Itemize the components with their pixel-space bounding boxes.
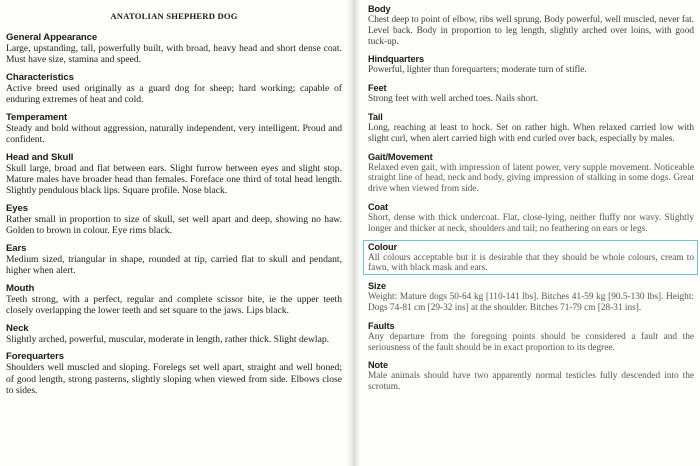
section-text: All colours acceptable but it is desirable that they should be whole colours, cream to fawn, with black mask and ears. (368, 252, 694, 274)
section-characteristics (6, 72, 342, 105)
section-text: Rather small in proportion to size of skull, set well apart and deep, showing no haw. Golden to brown in colour. Eye rims black. (6, 214, 342, 237)
section-text: Strong feet with well arched toes. Nails short. (368, 94, 539, 105)
section-text: Medium sized, triangular in shape, rounded at tip, carried flat to skull and pendant, higher when alert. (6, 253, 342, 277)
section-coat (368, 202, 694, 235)
section-heading: Gait/Movement (368, 151, 433, 162)
section-general-appearance (6, 32, 342, 65)
section-text: Large, upstanding, tall, powerfully built, with broad, heavy head and short dense coat. Must have size, stamina and speed. (6, 43, 342, 66)
section-text: Powerful, lighter than forequarters; moderate turn of stifle. (368, 65, 587, 76)
section-text: Steady and bold without aggression, naturally independent, very intelligent. Proud and confident. (6, 123, 342, 146)
section-size (368, 281, 694, 314)
section-text: Active breed used originally as a guard dog for sheep; hard working; capable of enduring extremes of heat and cold. (6, 83, 342, 106)
section-text: Slightly arched, powerful, muscular, moderate in length, rather thick. Slight dewlap. (6, 333, 330, 345)
section-text: Long, reaching at least to hock. Set on rather high. When relaxed carried low with slight curl, when alert carried high with end curled over back, especially by males. (368, 122, 694, 144)
section-forequarters (6, 351, 342, 396)
section-text: Male animals should have two apparently normal testicles fully descended into the scrotum. (368, 371, 694, 393)
section-text: Any departure from the foregoing points should be considered a fault and the seriousness of the fault should be in exact proportion to its degree. (368, 331, 694, 353)
section-body (368, 4, 694, 47)
section-text: Weight: Mature dogs 50-64 kg [110-141 lbs]. Bitches 41-59 kg [90.5-130 lbs]. Height: Dogs 74-81 cm [29-32 ins] at the shoulder. Bitches 71-79 cm [28-31 ins]. (368, 292, 694, 313)
section-eyes (6, 203, 342, 236)
section-gait-movement (368, 152, 694, 195)
section-text: Teeth strong, with a perfect, regular and complete scissor bite, ie the upper teeth closely overlapping the lower teeth and set square to the jaws. Lips black. (6, 293, 342, 317)
section-text: Shoulders well muscled and sloping. Forelegs set well apart, straight and well boned; of good length, strong pasterns, slightly sloping when viewed from side. Elbows close to sides. (6, 362, 342, 396)
section-neck (6, 323, 342, 345)
section-heading: Note (368, 360, 389, 371)
section-heading: Ears (6, 242, 27, 254)
section-faults (368, 321, 694, 354)
section-mouth (6, 283, 342, 316)
section-head-and-skull (6, 152, 342, 197)
section-heading: Forequarters (6, 351, 64, 363)
section-text: Skull large, broad and flat between ears. Slight furrow between eyes and slight stop. Mature males have broader head than females. Foreface one third of total head length. Slightly pendulous black lips. Square profile. Nose black. (6, 162, 342, 197)
section-note (368, 360, 694, 393)
section-tail (368, 112, 694, 145)
section-heading: Head and Skull (6, 151, 74, 163)
section-heading: Temperament (6, 112, 68, 124)
section-heading: Eyes (6, 203, 29, 215)
right-column (368, 4, 694, 400)
section-hindquarters (368, 54, 694, 76)
section-heading: Coat (368, 201, 389, 212)
section-temperament (6, 112, 342, 145)
section-feet (368, 83, 694, 105)
page-gutter (346, 0, 360, 466)
section-text: Chest deep to point of elbow, ribs well sprung. Body powerful, well muscled, never fat. Level back. Body in proportion to leg length, slightly arched over loins, with good tuck-up. (368, 15, 694, 47)
section-ears (6, 243, 342, 276)
document-title: ANATOLIAN SHEPHERD DOG (110, 11, 238, 21)
section-heading: Feet (368, 83, 387, 94)
left-column (6, 0, 342, 403)
section-text: Short, dense with thick undercoat. Flat, close-lying, neither fluffy nor wavy. Slightly longer and thicker at neck, shoulders and tail; no feathering on ears or legs. (368, 212, 694, 234)
section-heading: Neck (6, 322, 29, 334)
section-heading: Faults (368, 320, 395, 331)
section-heading: Mouth (6, 282, 35, 294)
section-heading: General Appearance (6, 32, 98, 44)
section-heading: Colour (368, 241, 397, 252)
section-heading: Size (368, 281, 386, 292)
section-text: Relaxed even gait, with impression of latent power, very supple movement. Noticeable straight line of head, neck and body, giving impression of stalking in some dogs. Great drive when viewed from side. (368, 162, 694, 195)
section-heading: Tail (368, 111, 383, 122)
section-colour (368, 242, 694, 275)
section-heading: Characteristics (6, 72, 74, 84)
section-heading: Hindquarters (368, 54, 424, 65)
section-heading: Body (368, 4, 391, 14)
